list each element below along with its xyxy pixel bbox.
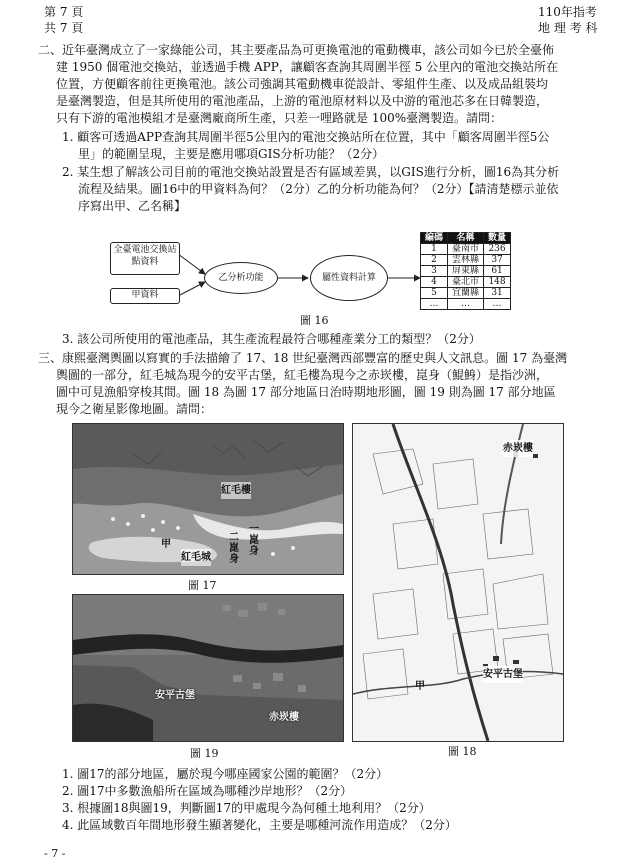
jia-data-box: 甲資料 bbox=[110, 288, 180, 304]
question-3-4: 4. 此區域數百年間地形發生顯著變化，主要是哪種河流作用造成？（2分） bbox=[62, 818, 457, 832]
kunshen-2-label: 二崑身 bbox=[229, 532, 239, 565]
figure-18-caption: 圖 18 bbox=[448, 745, 477, 758]
text-line: 3. 該公司所使用的電池產品，其生產流程最符合哪種產業分工的類型？（2分） bbox=[62, 332, 481, 346]
question-2-stem bbox=[38, 42, 598, 127]
figure-19-satellite bbox=[72, 594, 344, 742]
chikan-tower-label: 赤崁樓 bbox=[503, 440, 533, 457]
table-cell: 屏東縣 bbox=[448, 266, 484, 277]
table-row bbox=[421, 255, 511, 266]
text-line: 圖中可見漁船穿梭其間。圖 18 為圖 17 部分地區日治時期地形圖，圖 19 則為圖 17 部分地區 bbox=[56, 385, 556, 399]
question-2-2 bbox=[62, 164, 602, 215]
anping-fort-label: 安平古堡 bbox=[155, 690, 195, 701]
table-cell: 61 bbox=[484, 266, 511, 277]
jia-label: 甲 bbox=[415, 681, 425, 692]
question-2-1 bbox=[62, 129, 602, 163]
table-cell: 雲林縣 bbox=[448, 255, 484, 266]
exam-subject: 地 理 考 科 bbox=[538, 21, 598, 35]
page-footer: - 7 - bbox=[44, 847, 66, 860]
text-line: 1. 顧客可透過APP查詢其周圍半徑5公里內的電池交換站所在位置，其中「顧客周圍半徑5公 bbox=[62, 130, 550, 144]
table-cell: 31 bbox=[484, 288, 511, 299]
table-row bbox=[421, 288, 511, 299]
table-cell: 148 bbox=[484, 277, 511, 288]
figure-19-caption: 圖 19 bbox=[190, 747, 219, 760]
satellite-image-illustration bbox=[73, 595, 343, 741]
red-fort-label: 紅毛城 bbox=[181, 549, 211, 566]
text-line: 只有下游的電池模組才是臺灣廠商所生產，只差一哩路就是 100%臺灣製造。請問： bbox=[56, 111, 503, 125]
table-cell: 1 bbox=[421, 244, 448, 255]
table-row bbox=[421, 266, 511, 277]
table-cell: … bbox=[421, 299, 448, 310]
table-row bbox=[421, 299, 511, 310]
station-data-box: 全臺電池交換站點資料 bbox=[110, 242, 180, 275]
figure-17-caption: 圖 17 bbox=[188, 579, 217, 592]
table-header-row bbox=[421, 233, 511, 244]
question-3-1: 1. 圖17的部分地區，屬於現今哪座國家公園的範圍？（2分） bbox=[62, 767, 389, 781]
table-cell: 3 bbox=[421, 266, 448, 277]
attribute-calc-ellipse: 屬性資料計算 bbox=[310, 255, 388, 301]
question-3-list bbox=[62, 766, 602, 834]
topographic-map-illustration bbox=[353, 424, 563, 741]
jia-label: 甲 bbox=[161, 539, 171, 550]
figure-16-caption: 圖 16 bbox=[300, 314, 329, 327]
question-3-3: 3. 根據圖18與圖19，判斷圖17的甲處現今為何種土地利用？（2分） bbox=[62, 801, 431, 815]
table-cell: 5 bbox=[421, 288, 448, 299]
text-line: 現今之衛星影像地圖。請問： bbox=[56, 402, 213, 416]
kunshen-1-label: 一崑身 bbox=[249, 524, 259, 557]
question-3-2: 2. 圖17中多數漁船所在區域為哪種沙岸地形？（2分） bbox=[62, 784, 353, 798]
text-line: 建 1950 個電池交換站，並透過手機 APP，讓顧客查詢其周圍半徑 5 公里內的電池交換站所在 bbox=[56, 60, 559, 74]
table-header: 數量 bbox=[484, 233, 511, 244]
text-line: 序寫出甲、乙名稱】 bbox=[78, 199, 187, 213]
text-line: 二、近年臺灣成立了一家綠能公司，其主要產品為可更換電池的電動機車，該公司如今已於全臺佈 bbox=[38, 43, 555, 57]
result-table bbox=[420, 232, 511, 310]
figure-18-map bbox=[352, 423, 564, 742]
table-header: 編碼 bbox=[421, 233, 448, 244]
table-cell: 37 bbox=[484, 255, 511, 266]
text-line: 2. 某生想了解該公司目前的電池交換站設置是否有區域差異，以GIS進行分析，圖16為其分析 bbox=[62, 165, 560, 179]
text-line: 是臺灣製造，但是其所使用的電池產品，上游的電池原材料以及中游的電池芯多在日韓製造， bbox=[56, 94, 549, 108]
table-row bbox=[421, 277, 511, 288]
table-cell: 臺南市 bbox=[448, 244, 484, 255]
table-cell: 4 bbox=[421, 277, 448, 288]
table-cell: … bbox=[448, 299, 484, 310]
question-2-3 bbox=[62, 331, 602, 348]
red-tower-label: 紅毛樓 bbox=[221, 482, 251, 499]
text-line: 位置，方便顧客前往更換電池。該公司強調其電動機車從設計、零組件生產、以及成品組裝均 bbox=[56, 77, 549, 91]
text-line: 流程及結果。圖16中的甲資料為何？（2分）乙的分析功能為何？（2分）【請清楚標示並依 bbox=[78, 182, 559, 196]
table-cell: 臺北市 bbox=[448, 277, 484, 288]
text-line: 輿圖的一部分，紅毛城為現今的安平古堡，紅毛樓為現今之赤崁樓，崑身（鯤鯓）是指沙洲， bbox=[56, 368, 549, 382]
text-line: 三、康熙臺灣輿圖以寫實的手法描繪了 17、18 世紀臺灣西部豐富的歷史與人文訊息。圖 17 為臺灣 bbox=[38, 351, 568, 365]
table-cell: … bbox=[484, 299, 511, 310]
total-pages: 共 7 頁 bbox=[44, 21, 84, 35]
chikan-tower-label: 赤崁樓 bbox=[269, 712, 299, 723]
yi-analysis-ellipse: 乙分析功能 bbox=[204, 262, 278, 294]
page-number: 第 7 頁 bbox=[44, 5, 84, 19]
exam-year: 110年指考 bbox=[538, 5, 597, 19]
anping-fort-label: 安平古堡 bbox=[483, 666, 523, 683]
table-header: 名稱 bbox=[448, 233, 484, 244]
table-cell: 宜蘭縣 bbox=[448, 288, 484, 299]
question-3-stem bbox=[38, 350, 598, 418]
text-line: 里」的範圍呈現，主要是應用哪項GIS分析功能？（2分） bbox=[78, 147, 385, 161]
table-cell: 2 bbox=[421, 255, 448, 266]
table-cell: 236 bbox=[484, 244, 511, 255]
table-row bbox=[421, 244, 511, 255]
figure-17-map bbox=[72, 423, 344, 575]
